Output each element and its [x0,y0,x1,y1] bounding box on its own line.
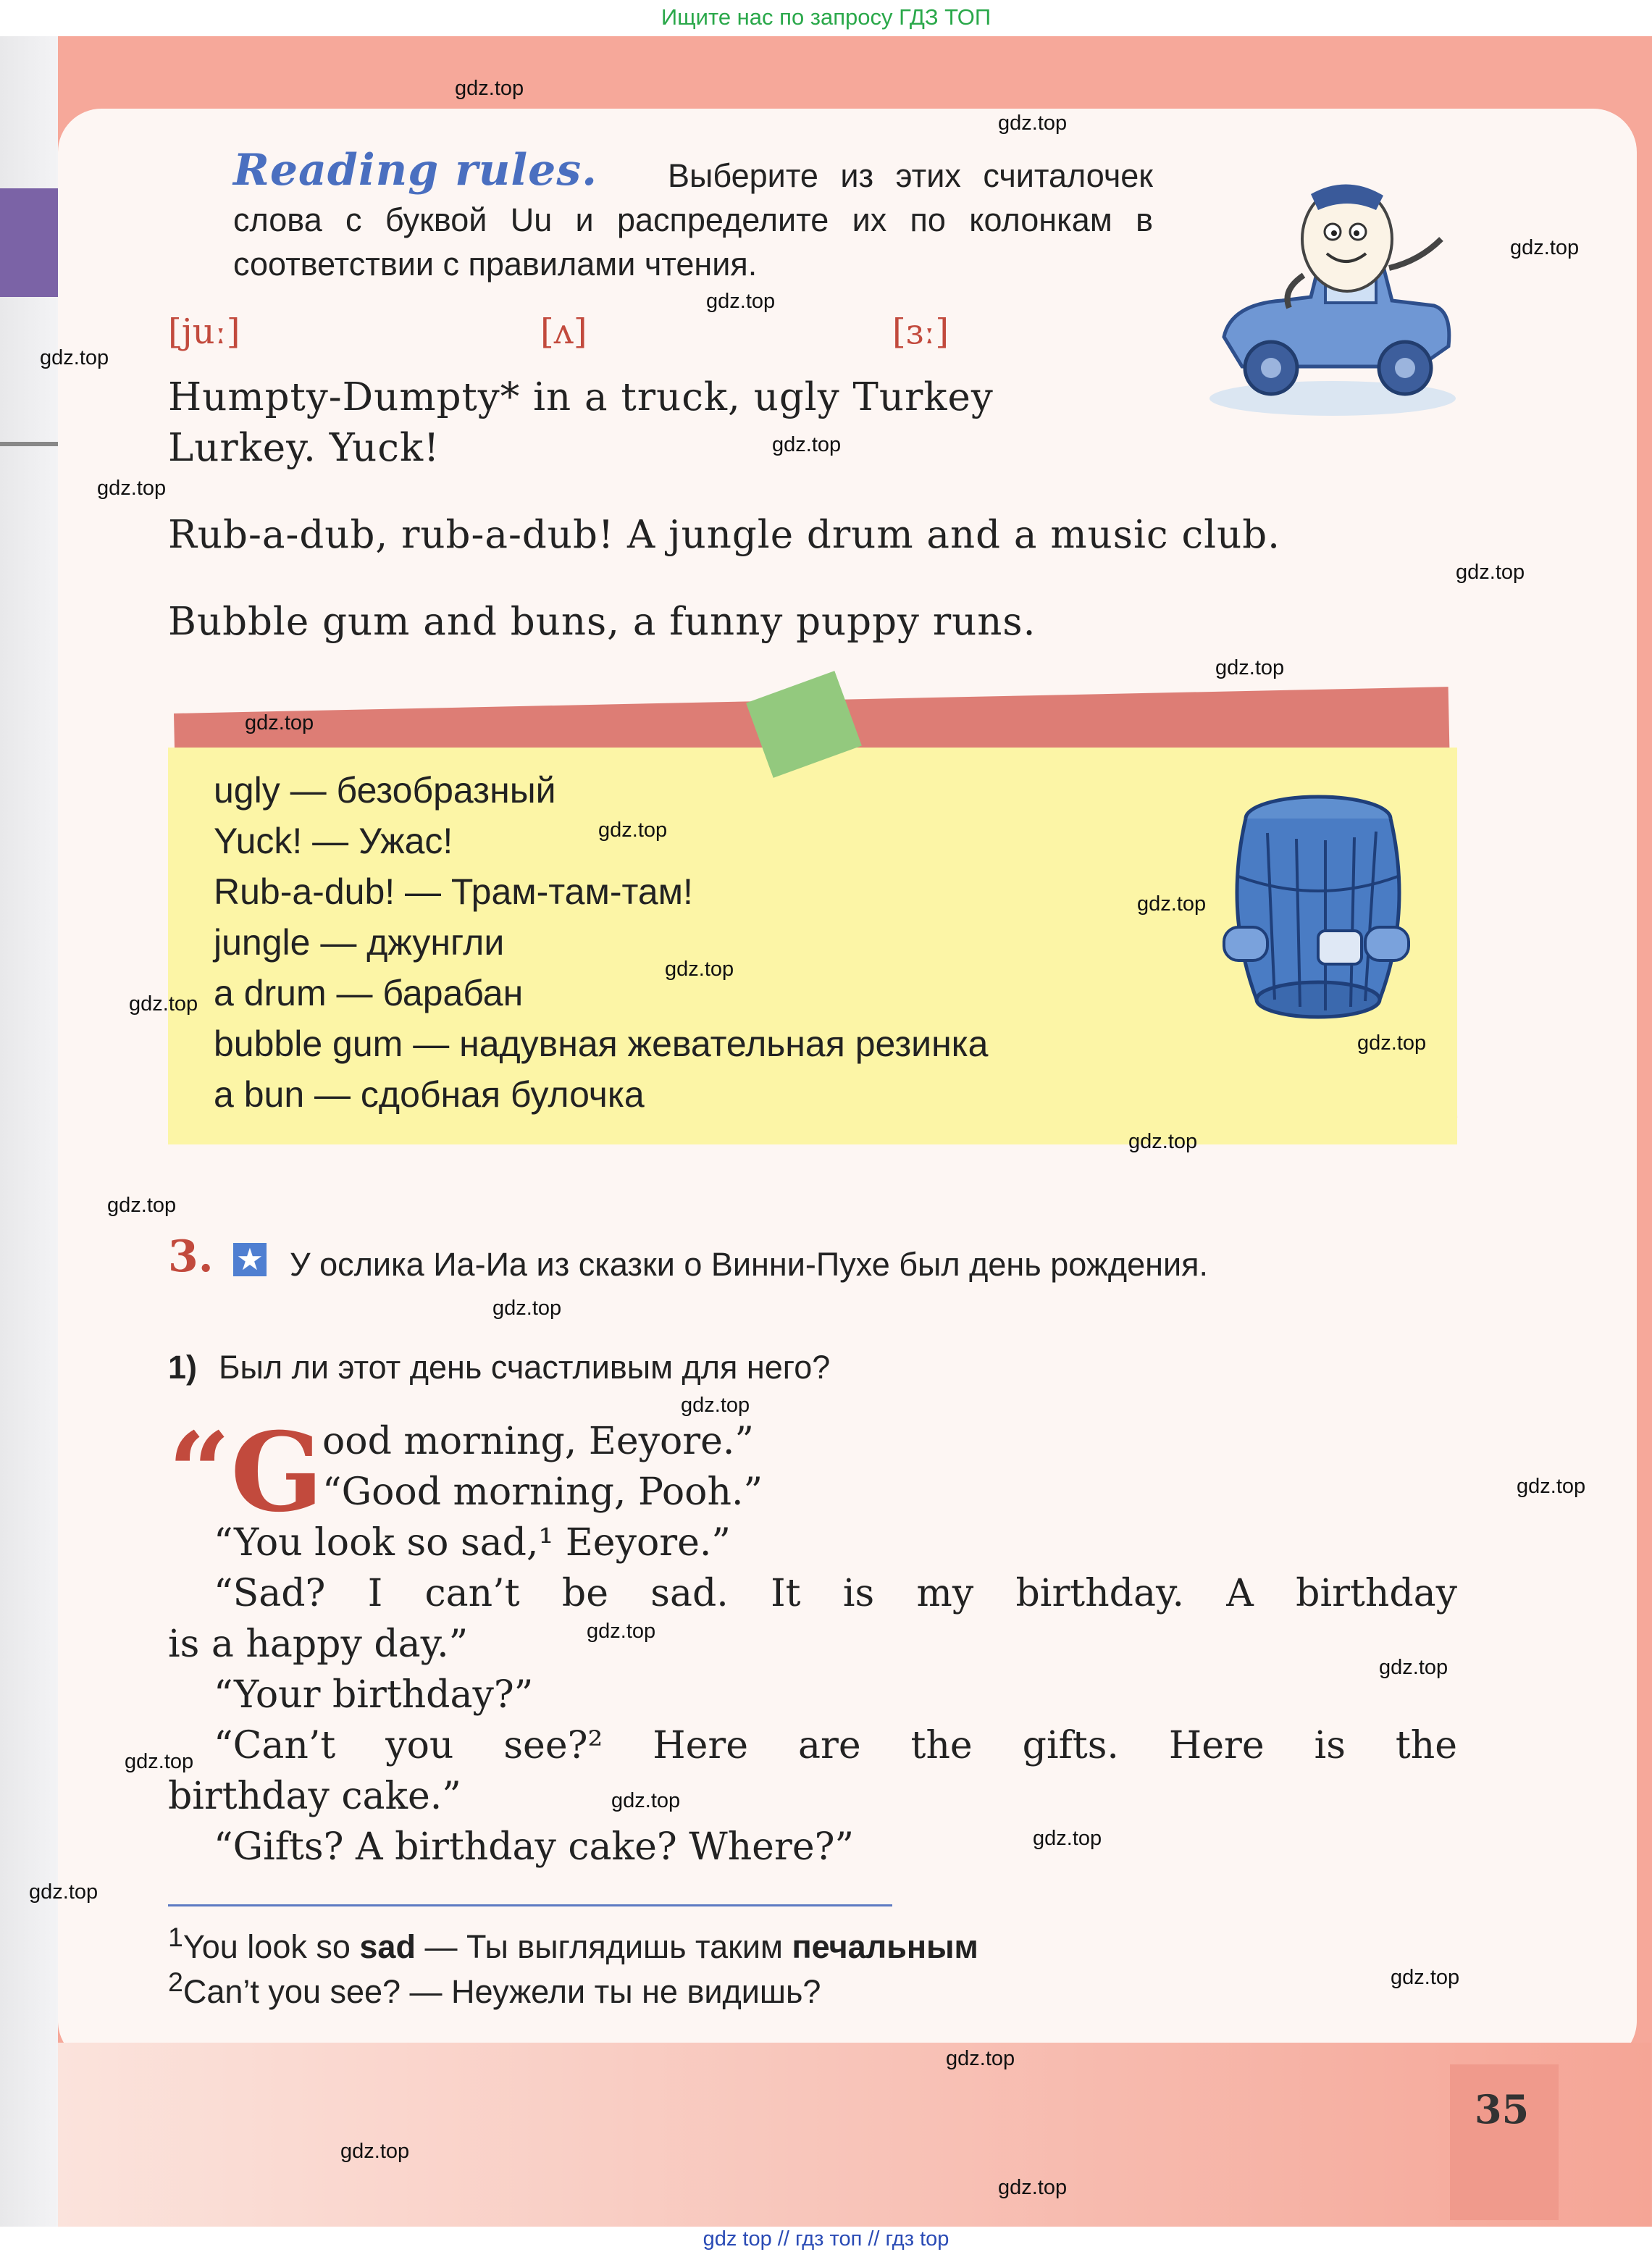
watermark: gdz.top [340,2140,410,2163]
rhyme-line-2: Lurkey. Yuck! [168,426,440,470]
vocab-item: jungle — джунгли [214,922,505,963]
watermark: gdz.top [455,77,524,100]
reading-rules-instruction: Выберите из этих считалочек слова с буквой Uu и распределите их по колонкам в соответствии с правилами чтения. [233,157,1153,282]
story-line-1: ood morning, Eeyore.” [322,1420,755,1463]
exercise-number: 3. [168,1231,214,1282]
watermark: gdz.top [1517,1475,1586,1498]
watermark: gdz.top [1215,656,1285,679]
phonetic-ju: [juː] [168,311,240,352]
story-line-2: “Good morning, Pooh.” [322,1470,763,1514]
story-line-4: “Sad? I can’t be sad. It is my birthday. A birthday [214,1572,1457,1615]
phonetic-short-u: [ʌ] [540,311,587,352]
story-line-3: “You look so sad,¹ Eeyore.” [214,1521,731,1565]
rhyme-line-4: Bubble gum and buns, a funny puppy runs. [168,600,1036,644]
watermark: gdz.top [245,711,314,734]
footnote-2: $^2$Can’t you see? — Неужели ты не видишь? [168,1967,821,2010]
vocab-item: Yuck! — Ужас! [214,821,453,861]
watermark: gdz.top [998,2176,1068,2199]
page-number: 35 [1475,2086,1530,2132]
question-text: Был ли этот день счастливым для него? [219,1349,831,1386]
footnote-1: $^1$You look so sad — Ты выглядишь таким печальным [168,1922,978,1965]
watermark: gdz.top [107,1194,177,1217]
watermark: gdz.top [1137,892,1207,916]
story-line-9: “Gifts? A birthday cake? Where?” [214,1825,855,1869]
watermark: gdz.top [598,819,668,842]
chapter-tab [0,188,58,297]
vocab-item: a drum — барабан [214,973,524,1013]
rhyme-line-3: Rub-a-dub, rub-a-dub! A jungle drum and a music club. [168,513,1280,557]
rhyme-line-1: Humpty-Dumpty* in a truck, ugly Turkey [168,375,994,419]
watermark: gdz.top [665,958,734,981]
watermark: gdz.top [1456,561,1525,584]
watermark: gdz.top [1128,1130,1198,1153]
watermark: gdz.top [1391,1966,1460,1989]
watermark: gdz.top [492,1297,562,1320]
vocab-item: a bun — сдобная булочка [214,1074,645,1115]
watermark: gdz.top [998,112,1068,135]
watermark: gdz.top [40,346,109,369]
phonetic-er: [ɜː] [892,311,949,352]
watermark: gdz.top [1379,1656,1448,1679]
story-line-5: is a happy day.” [168,1623,469,1666]
footnote-divider [168,1904,892,1906]
watermark: gdz.top [587,1620,656,1643]
humpty-dumpty-truck-illustration [1202,181,1463,420]
vocab-item: bubble gum — надувная жевательная резинка [214,1024,989,1064]
watermark: gdz.top [681,1394,750,1417]
vocab-item: ugly — безобразный [214,770,556,811]
watermark: gdz.top [946,2047,1015,2070]
exercise-instruction: У ослика Иа-Иа из сказки о Винни-Пухе был день рождения. [290,1246,1208,1283]
reading-rules-title: Reading rules. [233,145,598,196]
question-number: 1) [168,1349,198,1386]
watermark: gdz.top [611,1789,681,1812]
story-line-7: “Can’t you see?² Here are the gifts. Here is the [214,1724,1457,1767]
spine-divider [0,442,58,446]
watermark: gdz.top [125,1750,194,1773]
story-dropcap: “G [168,1409,324,1536]
top-banner[interactable]: Ищите нас по запросу ГДЗ ТОП [661,4,991,30]
watermark: gdz.top [129,992,198,1016]
exercise-question [168,1349,830,1386]
vocab-item: Rub-a-dub! — Трам-там-там! [214,871,693,912]
watermark: gdz.top [772,433,842,456]
watermark: gdz.top [1357,1031,1427,1055]
bottom-band [58,2043,1651,2227]
story-line-6: “Your birthday?” [214,1673,534,1717]
drum-illustration [1217,790,1420,1029]
star-icon: ★ [233,1243,267,1276]
page-number-tab [1450,2064,1559,2220]
bottom-banner[interactable]: gdz top // гдз топ // гдз top [703,2227,949,2251]
watermark: gdz.top [1033,1827,1102,1850]
story-line-8: birthday cake.” [168,1775,461,1818]
watermark: gdz.top [1510,236,1580,259]
watermark: gdz.top [706,290,776,313]
watermark: gdz.top [29,1880,98,1904]
watermark: gdz.top [97,477,167,500]
